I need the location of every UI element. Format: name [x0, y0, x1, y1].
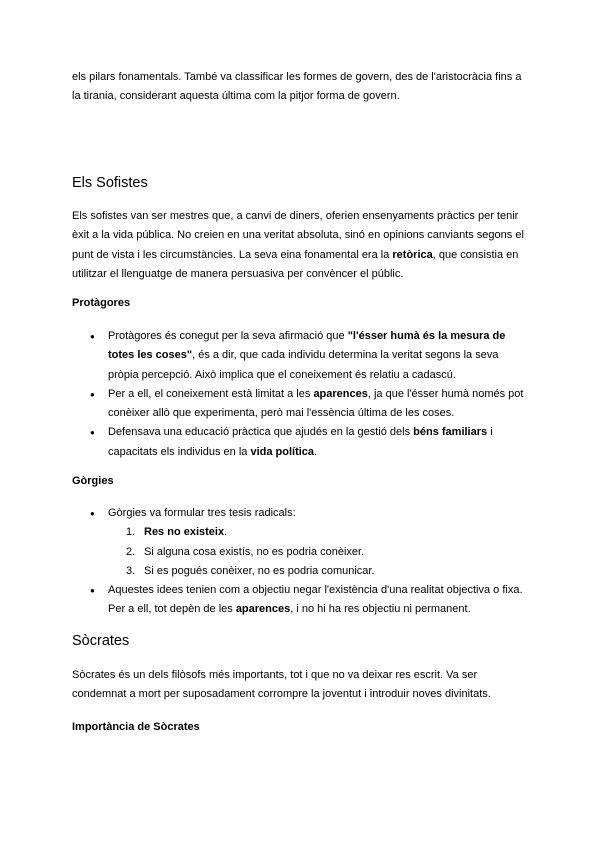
gorgies-list: [90, 504, 530, 620]
item-text: Si es pogués conèixer, no es podria comunicar.: [144, 564, 375, 577]
item-number: 1.: [126, 526, 136, 539]
item-text: i capacitats els individus en la: [108, 426, 493, 458]
item-text: Si alguna cosa existís, no es podria conèixer.: [144, 545, 365, 558]
item-text: Protàgores és conegut per la seva afirmació que: [108, 330, 348, 342]
term-aparences: aparences: [235, 603, 291, 616]
item-text: Gòrgies va formular tres tesis radicals:: [108, 507, 296, 519]
socrates-paragraph: Sòcrates és un dels filòsofs més importants, tot i que no va deixar res escrit. Va ser condemnat a mort per suposadament corrompre la joventut i introduir noves divinitats.: [72, 669, 491, 701]
item-number: 3.: [126, 564, 136, 577]
list-item: [90, 504, 530, 581]
numbered-item: [108, 523, 530, 542]
list-item: [90, 581, 530, 620]
numbered-item: [108, 543, 530, 562]
sofistes-paragraph: [72, 207, 532, 284]
heading-els-sofistes: Els Sofistes: [72, 175, 148, 191]
list-item: [90, 327, 530, 385]
quote-mesura: "l'ésser humà és la mesura de totes les coses": [108, 330, 506, 362]
item-text: , ja que l'ésser humà només pot conèixer allò que experimenta, però mai l'essència última de les coses.: [108, 387, 524, 420]
item-text: , és a dir, que cada individu determina la veritat segons la seva pròpia percepció. Això implica que el coneixement és relatiu a cadascú.: [108, 349, 499, 381]
item-text: Aquestes idees tenien com a objectiu negar l'existència d'una realitat objectiva o fixa. Per a ell, tot depèn de les: [108, 584, 523, 616]
term-retorica: retòrica: [392, 248, 433, 261]
item-text: , i no hi ha res objectiu ni permanent.: [290, 603, 471, 616]
numbered-item: [108, 562, 530, 581]
intro-paragraph: els pilars fonamentals. També va classificar les formes de govern, des de l'aristocràcia fins a la tirania, considerant aquesta última com la pitjor forma de govern.: [72, 71, 522, 103]
heading-importancia-socrates: Importància de Sòcrates: [72, 721, 200, 733]
tesis-list: [108, 523, 530, 581]
item-text: Res no existeix: [144, 526, 225, 539]
sofistes-text-end: , que consistia en utilitzar el llenguatge de manera persuasiva per convèncer el públic.: [72, 248, 519, 280]
term-bens-familiars: béns familiars: [413, 426, 488, 439]
heading-gorgies: Gòrgies: [72, 475, 114, 487]
list-item: [90, 423, 530, 462]
sofistes-text: Els sofistes van ser mestres que, a canvi de diners, oferien ensenyaments pràctics per tenir èxit a la vida pública. No creien en una veritat absoluta, sinó en opinions canviants segons el punt de vista i les circumstàncies. La seva eina fonamental era la: [72, 210, 524, 261]
term-vida-politica: vida política: [250, 445, 315, 458]
term-aparences: aparences: [313, 387, 368, 400]
protagores-list: [90, 327, 530, 462]
item-text: Per a ell, el coneixement està limitat a les: [108, 387, 314, 400]
heading-socrates: Sòcrates: [72, 633, 130, 649]
list-item: [90, 385, 530, 424]
item-text: .: [314, 445, 318, 458]
item-text: Defensava una educació pràctica que ajudés en la gestió dels: [108, 426, 414, 439]
item-text: .: [224, 526, 228, 539]
item-number: 2.: [126, 545, 136, 558]
heading-protagores: Protàgores: [72, 297, 131, 309]
